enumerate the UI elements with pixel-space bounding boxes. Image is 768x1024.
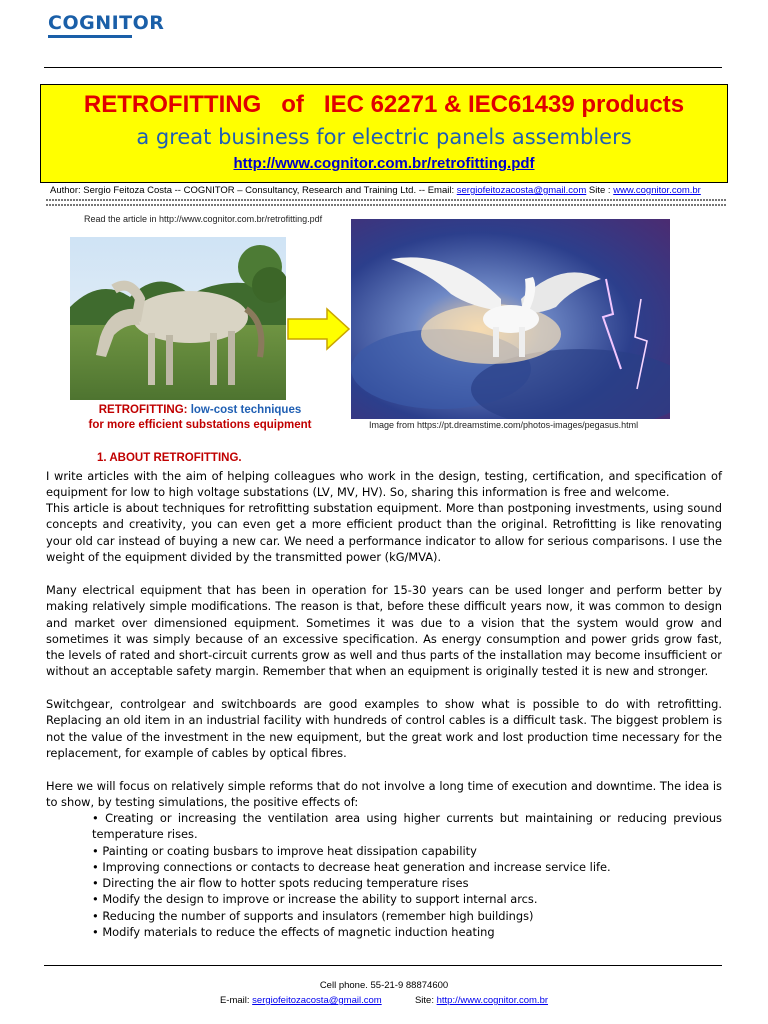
- logo-underline: [48, 35, 132, 38]
- banner-url-link[interactable]: http://www.cognitor.com.br/retrofitting.pdf: [233, 155, 535, 172]
- author-site-link[interactable]: www.cognitor.com.br: [613, 185, 701, 196]
- section-heading: 1. ABOUT RETROFITTING.: [97, 452, 242, 464]
- footer-phone: Cell phone. 55-21-9 88874600: [319, 980, 449, 991]
- list-item: • Improving connections or contacts to decrease heat generation and increase service life.: [92, 859, 722, 875]
- paragraph-4: Switchgear, controlgear and switchboards are good examples to show what is possible to do with retrofitting. Replacing an old item in an industrial facility with hundreds of control cables is a difficult task. The biggest problem is not the value of the investment in the new equipment, but the great work and lost production time necessary for the replacement, for example of cables by optical fibres.: [46, 697, 722, 760]
- paragraph-2: This article is about techniques for retrofitting substation equipment. More than postponing investments, using sound concepts and creativity, you can even get a more efficient product than the original. Retrofitting is like renovating your old car instead of buying a new car. We need a performance indicator to allow for serious comparisons. I use the weight of the equipment divided by the transmitted power (kG/MVA).: [46, 501, 722, 564]
- list-item: • Reducing the number of supports and insulators (remember high buildings): [92, 908, 722, 924]
- figure-caption: [60, 403, 340, 433]
- caption-blue-part: low-cost techniques: [187, 404, 302, 416]
- footer-rule: [44, 965, 722, 966]
- paragraph-5: Here we will focus on relatively simple reforms that do not involve a long time of execution and downtime. The idea is to show, by testing simulations, the positive effects of:: [46, 779, 722, 810]
- author-label: Author: Sergio Feitoza Costa --: [50, 185, 181, 196]
- logo-text: COGNITOR: [48, 12, 165, 34]
- author-site-label: Site :: [588, 185, 611, 196]
- banner-title: RETROFITTING of IEC 62271 & IEC61439 products: [83, 91, 685, 118]
- paragraph-3: Many electrical equipment that has been in operation for 15-30 years can be used longer and perform better by making relatively simple modifications. The reason is that, before these difficult years now, it was common to design and market over dimensioned equipment. Sometimes it was due to a vision that the system would grow and sometimes it was simply because of an excessive specification. As energy consumption and power grids grow fast, the levels of rated and short-circuit currents grow as well and thus parts of the installation may become insufficient or without an acceptable safety margin. Remember that when an equipment is originally tested it is new and stronger.: [46, 583, 722, 679]
- author-email-link[interactable]: sergiofeitozacosta@gmail.com: [456, 185, 587, 196]
- list-item: • Modify the design to improve or increase the ability to support internal arcs.: [92, 891, 722, 907]
- arrow-right-icon: [287, 307, 351, 351]
- footer-site-link[interactable]: http://www.cognitor.com.br: [436, 995, 549, 1006]
- header-rule: [44, 67, 722, 68]
- image-credit: Image from https://pt.dreamstime.com/photos-images/pegasus.html: [369, 420, 639, 430]
- read-article-note: Read the article in http://www.cognitor.com.br/retrofitting.pdf: [84, 214, 323, 224]
- caption-red-part: RETROFITTING:: [98, 404, 188, 416]
- list-item: • Painting or coating busbars to improve heat dissipation capability: [92, 843, 722, 859]
- caption-line-2: for more efficient substations equipment: [88, 419, 312, 431]
- footer-contact: [0, 995, 768, 1006]
- paragraph-1: I write articles with the aim of helping colleagues who work in the design, testing, certification, and specification of equipment for low to high voltage substations (LV, MV, HV). So, sharing this information is free and welcome.: [46, 469, 722, 500]
- list-item: • Modify materials to reduce the effects of magnetic induction heating: [92, 924, 722, 940]
- list-item: • Creating or increasing the ventilation area using higher currents but maintaining or reducing previous temperature rises.: [92, 810, 722, 843]
- footer-email-link[interactable]: sergiofeitozacosta@gmail.com: [252, 995, 382, 1006]
- pegasus-storm-image: [351, 219, 670, 419]
- author-company: COGNITOR – Consultancy, Research and Training Ltd. -- Email:: [183, 185, 455, 196]
- bullet-list: [92, 810, 722, 940]
- fine-print-line: [46, 204, 726, 206]
- footer-site-label: Site:: [414, 995, 437, 1006]
- footer-email-label: E-mail:: [219, 995, 253, 1006]
- banner-subtitle: a great business for electric panels assemblers: [136, 125, 632, 149]
- list-item: • Directing the air flow to hotter spots reducing temperature rises: [92, 875, 722, 891]
- fine-print-line: [46, 199, 726, 201]
- title-banner: [40, 84, 728, 183]
- old-horse-photo: [70, 237, 286, 400]
- cognitor-logo: [48, 12, 164, 38]
- author-line: [50, 185, 750, 196]
